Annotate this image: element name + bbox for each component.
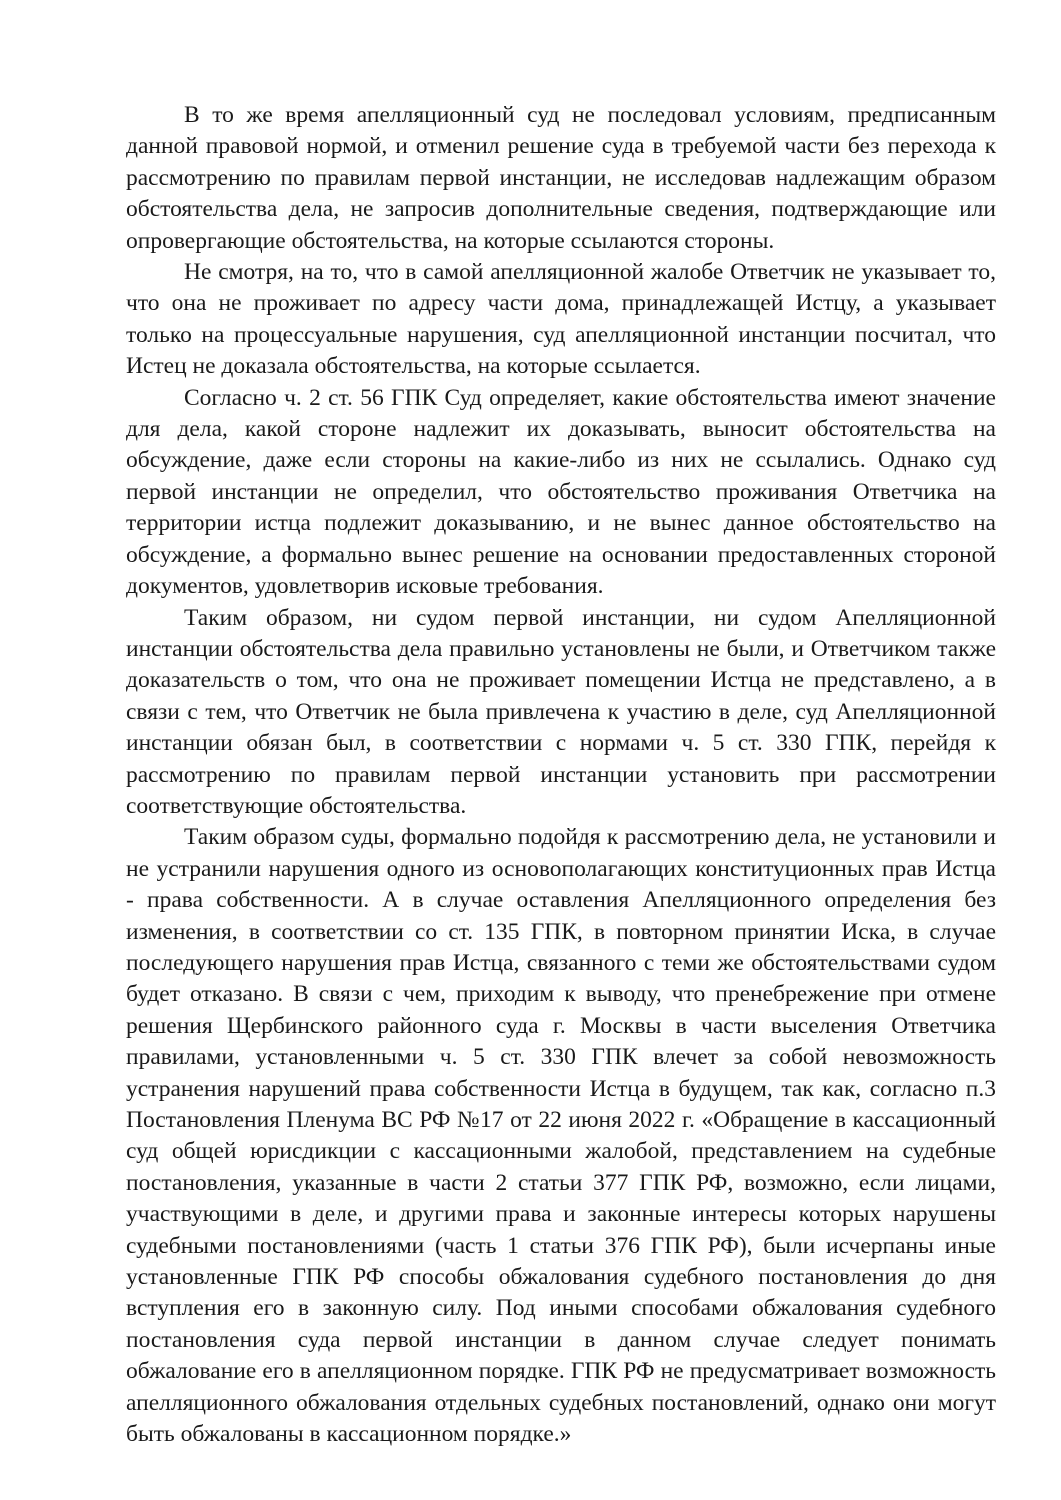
paragraph-5: Таким образом суды, формально подойдя к рассмотрению дела, не установили и не устранили нарушения одного из основополагающих конституционных прав Истца - права собственности. А в случае оставления Апелляционного определения без изменения, в соответствии со ст. 135 ГПК, в повторном принятии Иска, в случае последующего нарушения прав Истца, связанного с теми же обстоятельствами судом будет отказано. В связи с чем, приходим к выводу, что пренебрежение при отмене решения Щербинского районного суда г. Москвы в части выселения Ответчика правилами, установленными ч. 5 ст. 330 ГПК влечет за собой невозможность устранения нарушений права собственности Истца в будущем, так как, согласно п.3 Постановления Пленума ВС РФ №17 от 22 июня 2022 г. «Обращение в кассационный суд общей юрисдикции с кассационными жалобой, представлением на судебные постановления, указанные в части 2 статьи 377 ГПК РФ, возможно, если лицами, участвующими в деле, и другими права и законные интересы которых нарушены судебными постановлениями (часть 1 статьи 376 ГПК РФ), были исчерпаны иные установленные ГПК РФ способы обжалования судебного постановления до дня вступления его в законную силу. Под иными способами обжалования судебного постановления суда первой инстанции в данном случае следует понимать обжалование его в апелляционном порядке. ГПК РФ не предусматривает возможность апелляционного обжалования отдельных судебных постановлений, однако они могут быть обжалованы в кассационном порядке.»: [126, 824, 996, 1448]
document-page: [126, 100, 996, 1450]
paragraph-4: Таким образом, ни судом первой инстанции, ни судом Апелляционной инстанции обстоятельства дела правильно установлены не были, и Ответчиком также доказательств о том, что она не проживает помещении Истца не представлено, а в связи с тем, что Ответчик не была привлечена к участию в деле, суд Апелляционной инстанции обязан был, в соответствии с нормами ч. 5 ст. 330 ГПК, перейдя к рассмотрению по правилам первой инстанции установить при рассмотрении соответствующие обстоятельства.: [126, 604, 996, 819]
paragraph-2: Не смотря, на то, что в самой апелляционной жалобе Ответчик не указывает то, что она не проживает по адресу части дома, принадлежащей Истцу, а указывает только на процессуальные нарушения, суд апелляционной инстанции посчитал, что Истец не доказала обстоятельства, на которые ссылается.: [126, 259, 996, 380]
paragraph-1: В то же время апелляционный суд не последовал условиям, предписанным данной правовой нормой, и отменил решение суда в требуемой части без перехода к рассмотрению по правилам первой инстанции, не исследовав надлежащим образом обстоятельства дела, не запросив дополнительные сведения, подтверждающие или опровергающие обстоятельства, на которые ссылаются стороны.: [126, 102, 996, 254]
paragraph-3: Согласно ч. 2 ст. 56 ГПК Суд определяет, какие обстоятельства имеют значение для дела, какой стороне надлежит их доказывать, выносит обстоятельства на обсуждение, даже если стороны на какие-либо из них не ссылались. Однако суд первой инстанции не определил, что обстоятельство проживания Ответчика на территории истца подлежит доказыванию, и не вынес данное обстоятельство на обсуждение, а формально вынес решение на основании предоставленных стороной документов, удовлетворив исковые требования.: [126, 384, 996, 600]
